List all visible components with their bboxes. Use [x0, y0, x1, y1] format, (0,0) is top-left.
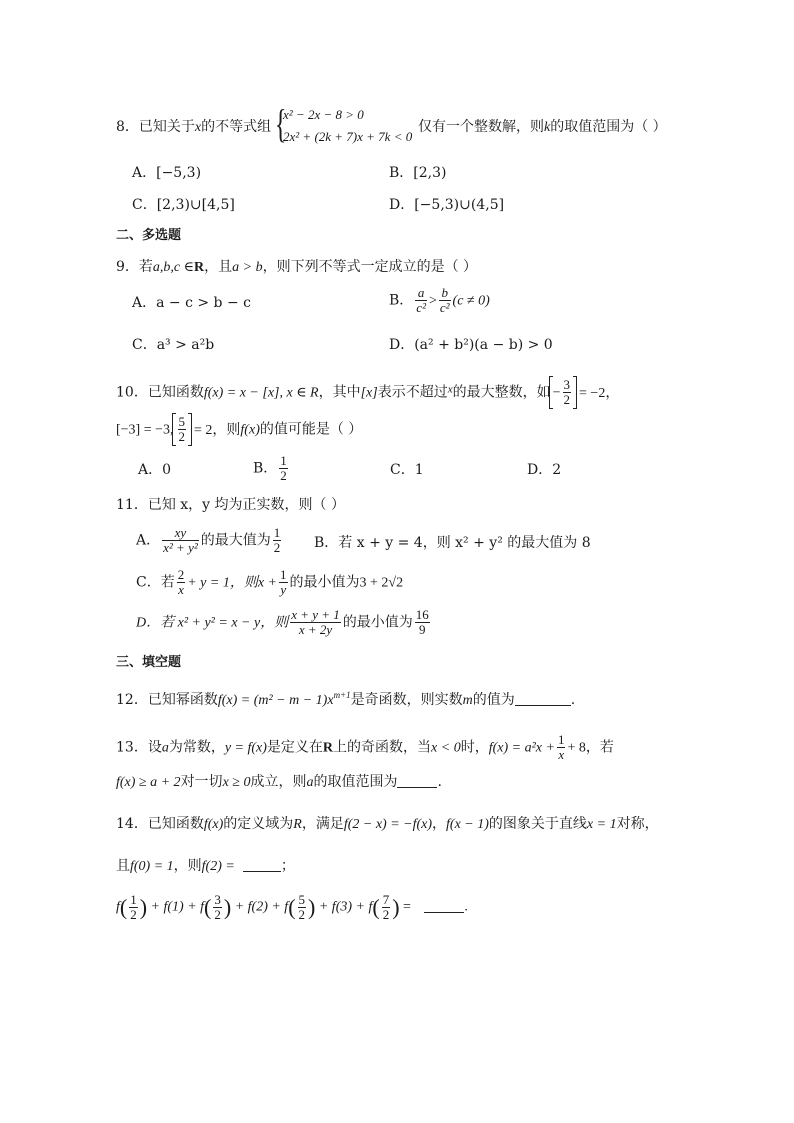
q10-stem-line1: 10．已知函数f(x) = x − [x], x ∈ R，其中[x]表示不超过$^x$的最大整数，如 − $\frac{3}{2}$ = −2， [116, 377, 620, 407]
q13-stem-line2: f(x) ≥ a + 2对一切x ≥ 0成立，则a的取值范围为 . [116, 774, 442, 790]
q10-option-b: B． $\frac{1}{2}$ [253, 453, 287, 483]
q8-option-b: B．[2,3) [389, 165, 447, 181]
q9-option-d: D．(a² + b²)(a − b) > 0 [389, 337, 553, 353]
q8-system-line1: x² − 2x − 8 > 0 [283, 107, 364, 122]
q11-option-b: B．若 x + y = 4，则 x² + y² 的最大值为 8 [314, 535, 591, 551]
q14-answer-blank-2[interactable] [424, 912, 464, 913]
q12-answer-blank[interactable] [515, 705, 571, 706]
q9-option-a: A．a − c > b − c [132, 295, 251, 311]
q13-answer-blank[interactable] [397, 787, 437, 788]
q11-option-d: D．若 x² + y² = x − y，则 $\frac{x + y + 1}{x + 2y}$ 的最小值为 $\frac{16}{9}$ [136, 607, 429, 637]
section-heading-fill-blank: 三、填空题 [116, 655, 182, 670]
q14-sum-expression: f( $\frac{1}{2}$ ) + f(1) + f( $\frac{3}{2}$ ) + f(2) + f( $\frac{5}{2}$ ) + f(3) + f( $\frac{7}{2}$ ) = . [116, 892, 468, 922]
q8-stem: 8．已知关于x的不等式组 [116, 119, 272, 135]
q11-stem: 11．已知 x，y 均为正实数，则（ ） [116, 497, 345, 513]
q8-option-d: D．[−5,3)∪(4,5] [389, 197, 505, 213]
section-heading-multi-choice: 二、多选题 [116, 228, 182, 243]
q8-option-a: A．[−5,3) [132, 165, 202, 181]
q9-option-c: C．a³ > a²b [132, 337, 215, 353]
q8-system-line2: 2x² + (2k + 7)x + 7k < 0 [283, 129, 413, 144]
q12-stem: 12．已知幂函数$f(x) = (m^2 - m - 1)x^{m+1}$是奇函数，则实数m的值为 . [116, 690, 576, 708]
q9-stem: 9．若a,b,c ∈R，且a > b，则下列不等式一定成立的是（ ） [116, 259, 478, 275]
q13-stem-line1: 13．设a为常数，y = f(x)是定义在R上的奇函数，当x < 0时，f(x) = a²x + $\frac{1}{x}$ + 8，若 [116, 732, 614, 762]
q10-option-d: D．2 [527, 462, 562, 478]
q14-stem-line1: 14．已知函数f(x)的定义域为R，满足f(2 − x) = −f(x)，f(x − 1)的图象关于直线x = 1对称， [116, 816, 659, 832]
q8-stem-tail: 仅有一个整数解，则k的取值范围为（ ） [418, 119, 667, 135]
q10-option-c: C．1 [390, 462, 424, 478]
q14-answer-blank-1[interactable] [243, 871, 281, 872]
q14-stem-line2: 且f(0) = 1，则f(2) = ； [116, 858, 295, 874]
q8-stem-before: 8．已知关于 [116, 119, 195, 135]
q8-brace: { [274, 101, 287, 146]
q10-stem-line2: [−3] = −3, $\frac{5}{2}$ = 2，则f(x)的值可能是（ ） [116, 414, 363, 444]
q11-option-a: A． $\frac{xy}{\text{x² + y²}}$ 的最大值为 $\frac{1}{2}$ [136, 525, 281, 555]
q9-option-b: B． $\frac{a}{\text{c²}}$ > $\frac{b}{\text{c²}}$ (c ≠ 0) [389, 285, 490, 315]
q11-option-c: C．若 $\frac{2}{x}$ + y = 1，则x + $\frac{1}{y}$ 的最小值为3 + 2√2 [136, 567, 404, 597]
q10-option-a: A．0 [138, 462, 172, 478]
q8-option-c: C．[2,3)∪[4,5] [132, 197, 235, 213]
